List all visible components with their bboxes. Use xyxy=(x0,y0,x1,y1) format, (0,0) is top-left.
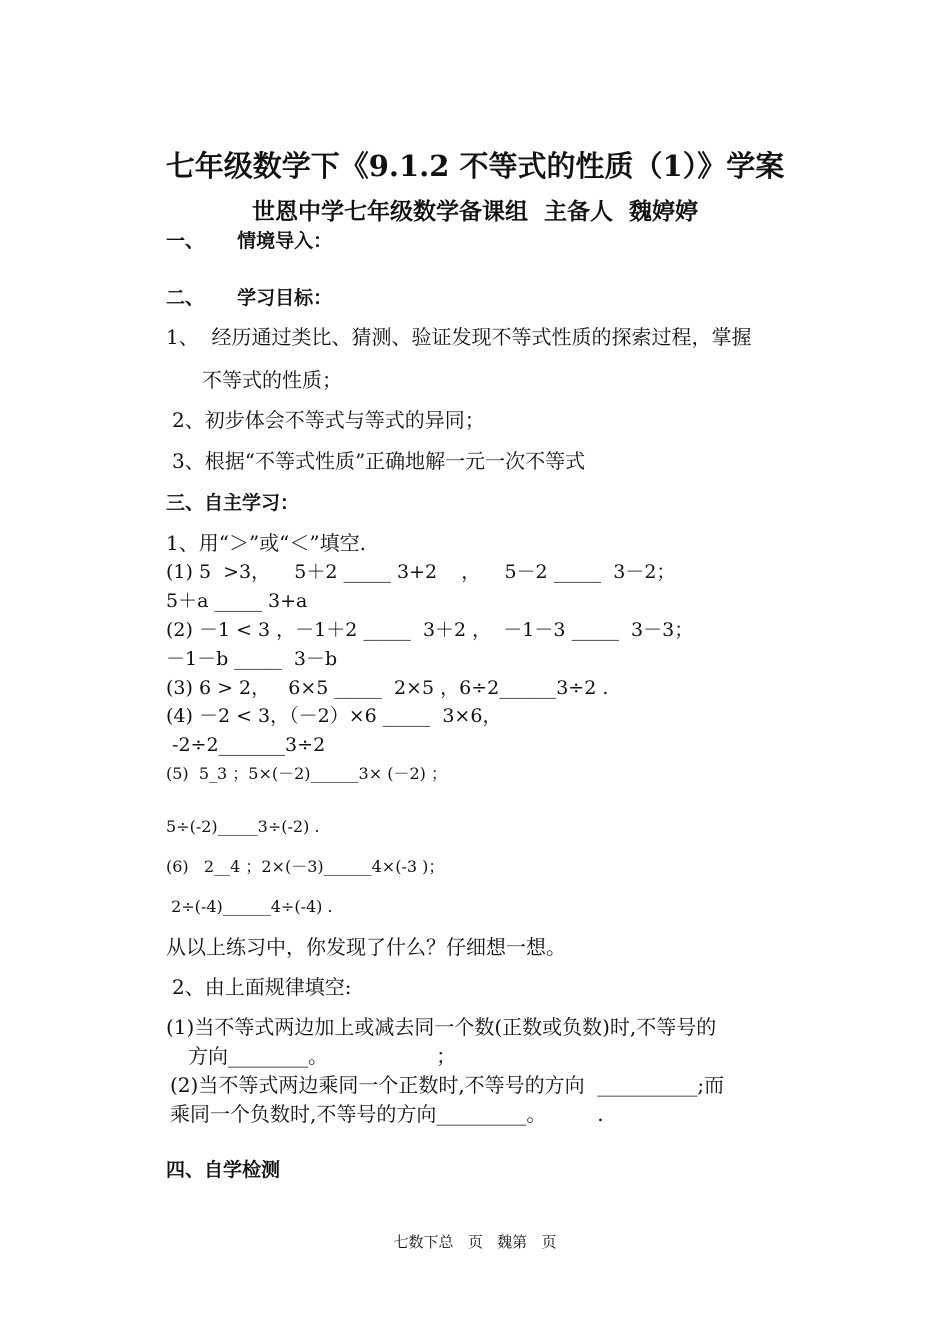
goal-line: 3、根据“不等式性质”正确地解一元一次不等式 xyxy=(172,449,586,473)
exercise-1-intro: 1、用“＞”或“＜”填空. xyxy=(166,531,366,555)
goal-line: 2、初步体会不等式与等式的异同； xyxy=(172,408,485,432)
exercise-line: (5) 5_3 ；5×(－2)______3× (－2) ； xyxy=(166,764,447,783)
section-heading-2: 二、 学习目标： xyxy=(166,287,333,309)
rule-line: 方向________。 ； xyxy=(188,1044,457,1068)
goal-line: 1、 经历通过类比、猜测、验证发现不等式性质的探索过程，掌握 xyxy=(166,325,752,349)
exercise-line: 5＋a _____ 3+a xyxy=(166,590,308,612)
rule-line: (2)当不等式两边乘同一个正数时,不等号的方向 __________;而 xyxy=(170,1073,725,1097)
exercise-line: -2÷2_______3÷2 xyxy=(166,734,326,756)
reflection-text: 从以上练习中，你发现了什么？仔细想一想。 xyxy=(166,935,566,959)
exercise-line: 5÷(-2)_____3÷(-2) . xyxy=(166,817,320,836)
rule-line: (1)当不等式两边加上或减去同一个数(正数或负数)时,不等号的 xyxy=(166,1015,717,1039)
exercise-line: －1－b _____ 3－b xyxy=(166,648,338,670)
page-footer: 七数下总 页 魏第 页 xyxy=(393,1233,557,1251)
exercise-2-intro: 2、由上面规律填空: xyxy=(172,975,352,999)
exercise-line: (2) －1 < 3 ，－1＋2 _____ 3＋2 ， －1－3 _____ 3－3； xyxy=(166,619,694,641)
rule-line: 乘同一个负数时,不等号的方向_________。 . xyxy=(170,1102,604,1126)
exercise-line: (6) 2__4 ；2×(－3)______4×(-3 )； xyxy=(166,857,445,876)
section-heading-4: 四、自学检测 xyxy=(166,1159,281,1181)
exercise-line: (3) 6 > 2， 6×5 _____ 2×5 ，6÷2______3÷2 . xyxy=(166,677,609,699)
exercise-line: (1) 5 >3， 5＋2 _____ 3+2 ， 5－2 _____ 3－2； xyxy=(166,561,676,583)
section-heading-1: 一、 情境导入： xyxy=(166,230,333,252)
exercise-line: 2÷(-4)______4÷(-4) . xyxy=(166,897,333,916)
goal-line: 不等式的性质； xyxy=(202,368,342,392)
section-heading-3: 三、自主学习： xyxy=(166,492,300,514)
exercise-line: (4) －2 < 3，（－2）×6 _____ 3×6， xyxy=(166,705,502,727)
document-title: 七年级数学下《9.1.2 不等式的性质（1）》学案 xyxy=(165,149,785,183)
document-subtitle: 世恩中学七年级数学备课组 主备人 魏婷婷 xyxy=(251,198,699,225)
